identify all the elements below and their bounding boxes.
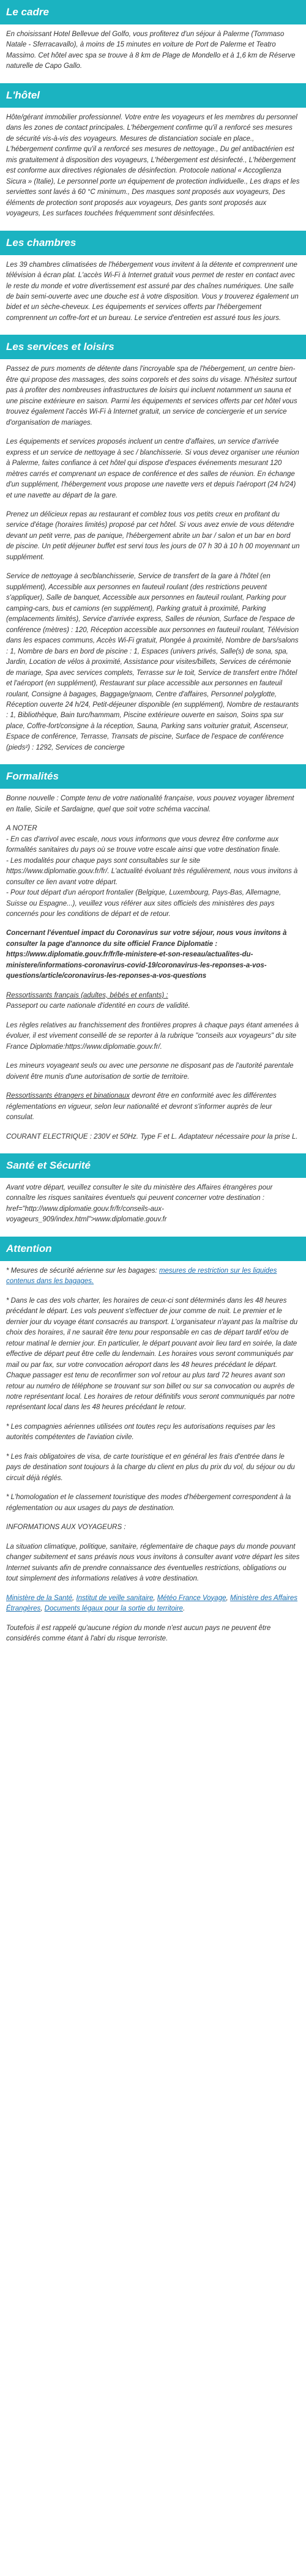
section-body-chambres: [0, 255, 306, 335]
attention-paragraph-4: * Les frais obligatoires de visa, de carte touristique et en général les frais d'entrée dans le pays de destination sont toujours à la charge du client en plus du prix du vol, du séjour ou du circuit déjà réglés.: [6, 1453, 295, 1482]
formalites-coronavirus-paragraph: Concernant l'éventuel impact du Coronavirus sur votre séjour, nous vous invitons à consulter la page d'annonce du site officiel France Diplomatie : https://www.diplomatie.gouv.fr/fr/le-ministere-et-son-reseau/actualites-du-ministere/informations-coronavirus-covid-19/coronavirus-les-reponses-a-vos-questions/article/coronavirus-les-reponses-a-vos-questions: [6, 929, 287, 980]
services-paragraph-3: Prenez un délicieux repas au restaurant et comblez tous vos petits creux en profitant du service d'étage (horaires limités) proposé par cet hôtel. Si vous avez envie de vous détendre devant un petit verre, pas de panique, l'hébergement abrite un bar / salon et un bar en bord de piscine. Un petit déjeuner buffet est servi tous les jours de 07 h 30 à 10 h 00 moyennant un supplément.: [6, 511, 300, 561]
formalites-french-heading: Ressortissants français (adultes, bébés et enfants) :: [6, 991, 168, 999]
section-body-hotel: [0, 108, 306, 231]
formalites-note-heading: A NOTER: [6, 825, 37, 833]
formalites-foreign-block: [6, 1091, 300, 1123]
services-paragraph-2: Les équipements et services proposés incluent un centre d'affaires, un service d'arrivée express et un service de nettoyage à sec / blanchisserie. Si vous devez organiser une réunion à Palerme, faites confiance à cet hôtel qui dispose d'espaces événements mesurant 120 mètres carrés et comprenant un espace de conférence et des salles de réunion. En échange d'un supplément, l'hébergement vous propose une navette vers et depuis l'aéroport (24 h/24) et une navette au départ de la gare.: [6, 438, 299, 499]
attention-links: Ministère de la Santé, Institut de veille sanitaire, Météo France Voyage, Ministère des Affaires Étrangères, Documents légaux pour la sortie du territoire.: [6, 1594, 298, 1613]
section-header-sante: Santé et Sécurité: [0, 1153, 306, 1178]
section-header-attention: Attention: [0, 1237, 306, 1261]
formalites-paragraph-5: Les règles relatives au franchissement des frontières propres à chaque pays étant amenées à évoluer, il est vivement conseillé de se reporter à la rubrique "conseils aux voyageurs" du site France Diplomatie:https://www.diplomatie.gouv.fr/.: [6, 1021, 299, 1051]
attention-bagages-text: * Mesures de sécurité aérienne sur les bagages:: [6, 1267, 159, 1275]
section-header-formalites: Formalités: [0, 764, 306, 789]
attention-paragraph-1: [6, 1266, 300, 1287]
formalites-paragraph-8: COURANT ELECTRIQUE : 230V et 50Hz. Type F et L. Adaptateur nécessaire pour la prise L.: [6, 1133, 298, 1141]
link-ministere-affaires-etrangeres[interactable]: Ministère des Affaires Étrangères: [6, 1594, 298, 1613]
services-paragraph-1: Passez de purs moments de détente dans l'incroyable spa de l'hébergement, un centre bien-être qui propose des massages, des soins corporels et des soins du visage. N'hésitez surtout pas à profiter des nombreuses infrastructures de loisirs qui incluent notamment un sauna et une piscine extérieure en saison. Parmi les équipements et services offerts par cet hôtel vous trouvez également l'accès Wi-Fi à Internet gratuit, un service de conciergerie et un service d'organisation de mariages.: [6, 365, 297, 426]
link-meteo-france-voyage[interactable]: Météo France Voyage: [157, 1594, 226, 1602]
formalites-french-text: Passeport ou carte nationale d'identité en cours de validité.: [6, 1002, 190, 1010]
attention-paragraph-3: * Les compagnies aériennes utilisées ont toutes reçu les autorisations requises par les autorités compétentes de l'aviation civile.: [6, 1423, 275, 1442]
section-body-sante: [0, 1178, 306, 1237]
link-documents-legaux[interactable]: Documents légaux pour la sortie du territoire: [44, 1605, 183, 1613]
attention-paragraph-2: * Dans le cas des vols charter, les horaires de ceux-ci sont déterminés dans les 48 heures précédant le départ. Les vols peuvent s'effectuer de jour comme de nuit. Le premier et le dernier jour du voyage étant consacrés au transport. L'organisateur n'ayant pas la maîtrise du choix des horaires, il ne saurait être tenu pour responsable en cas de départ tardif et/ou de retour matinal le dernier jour. En particulier, le départ pouvant avoir lieu tard en soirée, la date effective de départ peut être celle du lendemain. Les horaires vous seront communiqués par mail ou par fax, sur votre convocation aéroport dans les 48 heures précédant le départ. Chaque passager est tenu de reconfirmer son vol retour au plus tard 72 heures avant son retour au numéro de téléphone se trouvant sur son billet ou sur sa convocation ou auprès de notre représentant local. Les horaires de retour définitifs vous seront communiqués par notre représentant local dans les 48 heures précédant le retour.: [6, 1297, 298, 1412]
attention-paragraph-7: La situation climatique, politique, sanitaire, réglementaire de chaque pays du monde pouvant changer subitement et sans préavis nous vous invitons à consulter avant votre départ les sites Internet suivants afin de prendre connaissance des éventuelles restrictions, obligations ou tout simplement des informations relatives à votre destination.: [6, 1543, 300, 1583]
formalites-note-block: [6, 824, 300, 920]
formalites-paragraph-6: Les mineurs voyageant seuls ou avec une personne ne disposant pas de l'autorité parentale doivent être munis d'une autorisation de sortie de territoire.: [6, 1062, 294, 1081]
attention-info-heading: INFORMATIONS AUX VOYAGEURS :: [6, 1524, 126, 1532]
formalites-paragraph-1: Bonne nouvelle : Compte tenu de votre nationalité française, vous pouvez voyager librement en Italie, Sicile et Sardaigne, quel que soit votre schéma vaccinal.: [6, 795, 294, 813]
formalites-note-text: - En cas d'arrivol avec escale, nous vous informons que vous devrez être conforme aux formalités sanitaires du pays où se trouve votre escale ainsi que votre destination finale. - Les modalités pour chaque pays sont consultables sur le site https://www.diplomatie.gouv.fr/fr/. L'actualité évoluant très régulièrement, nous vous invitons à consulter ce lien avant votre départ. - Pour tout départ d'un aéroport frontalier (Belgique, Luxembourg, Pays-Bas, Allemagne, Suisse ou Espagne...), veuillez vous référer aux sites officiels des ministères des pays concernés pour les conditions de départ et de retour.: [6, 835, 298, 918]
liquids-restriction-link[interactable]: mesures de restriction sur les liquides contenus dans les bagages.: [6, 1267, 277, 1286]
sante-paragraph: Avant votre départ, veuillez consulter le site du ministère des Affaires étrangères pour connaître les risques sanitaires éventuels qui peuvent concerner votre destination : href="http://www.diplomatie.gouv.fr/fr/conseils-aux-voyageurs_909/index.html">www.diplomatie.gouv.fr: [6, 1183, 273, 1224]
section-header-chambres: Les chambres: [0, 231, 306, 255]
link-institut-veille-sanitaire[interactable]: Institut de veille sanitaire: [76, 1594, 154, 1602]
formalites-foreign-heading: Ressortissants étrangers et binationaux: [6, 1092, 130, 1100]
link-ministere-sante[interactable]: Ministère de la Santé: [6, 1594, 73, 1602]
section-body-cadre: [0, 24, 306, 83]
formalites-french-block: [6, 991, 300, 1012]
section-header-services: Les services et loisirs: [0, 335, 306, 359]
section-header-hotel: L'hôtel: [0, 83, 306, 108]
attention-paragraph-5: * L'homologation et le classement touristique des modes d'hébergement correspondent à la réglementation ou aux usages du pays de destination.: [6, 1494, 291, 1512]
hotel-paragraph: Hôte/gérant immobilier professionnel. Votre entre les voyageurs et les membres du personnel dans les zones de contact principales. L'hébergement confirme qu'il a renforcé ses mesures de sécurité vis-à-vis des voyageurs. Mesures de distanciation sociale en place., L'hébergement confirme qu'il a renforcé ses mesures de nettoyage., Du gel antibactérien est mis gratuitement à disposition des voyageurs, L'hébergement est désinfecté., L'hébergement est conforme aux directives régionales de désinfection. Protocole national « Accoglienza Sicura » (Italie), Le personnel porte un équipement de protection individuelle., Les draps et les serviettes sont lavés à 60 °C minimum., Des masques sont proposés aux voyageurs, Des éléments de protection sont proposés aux voyageurs, Des gants sont proposés aux voyageurs, Les surfaces touchées fréquemment sont désinfectées.: [6, 113, 300, 218]
section-header-cadre: Le cadre: [0, 0, 306, 24]
attention-paragraph-9: Toutefois il est rappelé qu'aucune région du monde n'est aucun pays ne peuvent être considérés comme étant à l'abri du risque terroriste.: [6, 1624, 271, 1642]
formalites-foreign-text: devront être en conformité avec les différentes réglementations en vigueur, selon leur nationalité et devront s'informer auprès de leur consulat.: [6, 1092, 277, 1122]
section-body-formalites: [0, 789, 306, 1153]
cadre-paragraph: En choisissant Hotel Bellevue del Golfo, vous profiterez d'un séjour à Palerme (Tommaso Natale - Sferracavallo), à moins de 15 minutes en voiture de Port de Palerme et Teatro Massimo. Cet hôtel avec spa se trouve à 8 km de Plage de Mondello et à 1,6 km de Réserve naturelle de Capo Gallo.: [6, 31, 296, 70]
chambres-paragraph: Les 39 chambres climatisées de l'hébergement vous invitent à la détente et comprennent une télévision à écran plat. L'accès Wi-Fi à Internet gratuit vous permet de rester en contact avec le reste du monde et votre divertissement est assuré par des chaînes numériques. Une salle de bain semi-ouverte avec une douche est à votre disposition. Vous y trouverez également un bidet et un sèche-cheveux. Les équipements et services offerts par l'hébergement comprennent un coffre-fort et un bureau. Le service d'entretien est assuré tous les jours.: [6, 261, 299, 322]
section-body-services: [0, 359, 306, 764]
services-paragraph-4: Service de nettoyage à sec/blanchisserie, Service de transfert de la gare à l'hôtel (en supplément), Accessible aux personnes en fauteuil roulant (des restrictions peuvent s'appliquer), Salle de banquet, Accessible aux personnes en fauteuil roulant, Parking pour camping-cars, bus et camions (en supplément), Parking gratuit à proximité, Parking (emplacements limités), Service d'arrivée express, Salles de réunion, Surface de l'espace de conférence (mètres) : 120, Réception accessible aux personnes en fauteuil roulant, Télévision dans les espaces communs, Accès Wi-Fi gratuit, Plongée à proximité, Nombre de bars/salons : 1, Nombre de bars en bord de piscine : 1, Espaces (univers privés, Salle(s) de sona, spa, Jardin, Location de vélos à proximité, Assistance pour visites/billets, Services de cérémonie de mariage, Spa avec services complets, Terrasse sur le toit, Service de transfert entre l'hôtel et l'aéroport (en supplément), Restaurant sur place accessible aux personnes en fauteuil roulant, Consigne à bagages, Baggage/gnaom, Centre d'affaires, Personnel polyglotte, Réception ouverte 24 h/24, Petit-déjeuner disponible (en supplément), Nombre de restaurants : 1, Bibliothèque, Bain turc/hammam, Piscine extérieure ouverte en saison, Soins spa sur place, Coffre-fort/consigne à la réception, Sauna, Parking sans voiturier gratuit, Ascenseur, Espace de conférence, Terrasse, Transats de piscine, Surface de l'espace de conférence (pieds²) : 1292, Services de concierge: [6, 573, 299, 751]
section-body-attention: [0, 1261, 306, 1656]
